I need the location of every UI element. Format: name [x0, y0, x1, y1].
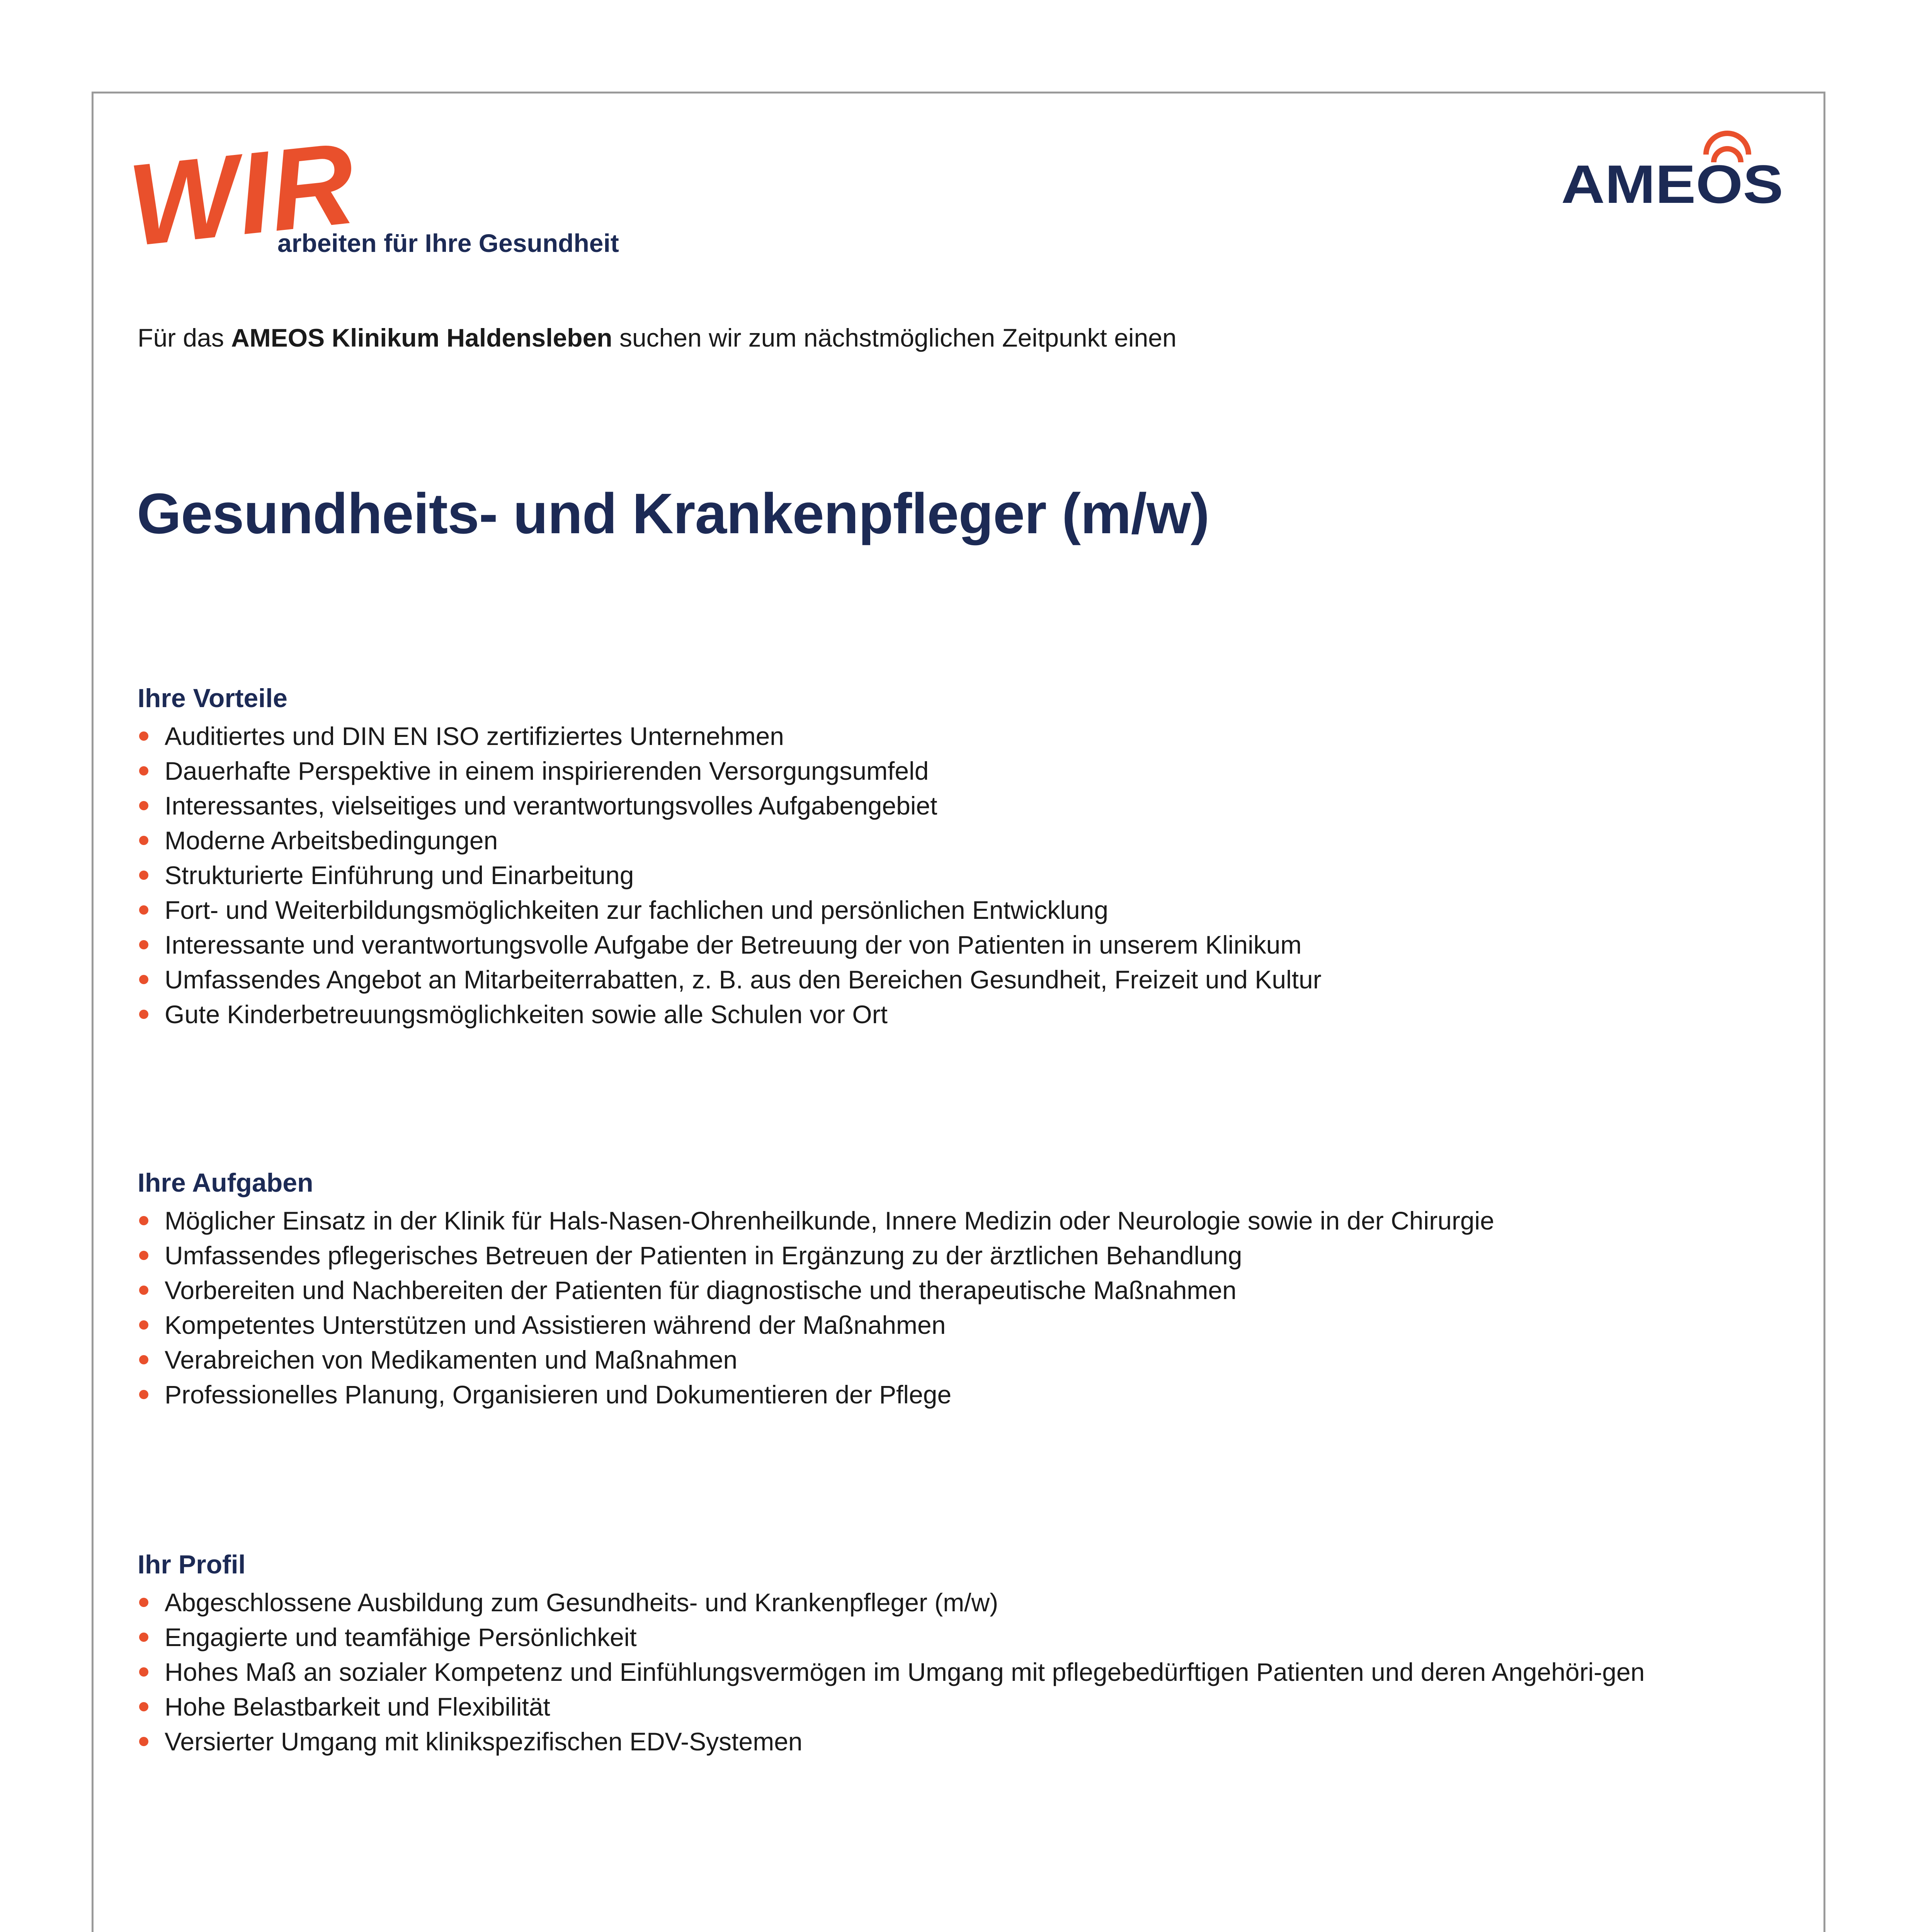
list-item-text: Verabreichen von Medikamenten und Maßnahmen	[165, 1345, 738, 1374]
section-heading: Ihre Aufgaben	[138, 1168, 313, 1197]
bullet-icon	[139, 801, 148, 810]
bullet-icon	[139, 1667, 148, 1677]
list-item	[138, 1203, 1780, 1238]
list-item-text: Umfassendes Angebot an Mitarbeiterrabatten, z. B. aus den Bereichen Gesundheit, Freizeit und Kultur	[165, 965, 1322, 994]
list-item-text: Moderne Arbeitsbedingungen	[165, 826, 498, 855]
list-item-text: Strukturierte Einführung und Einarbeitung	[165, 861, 634, 889]
list-item	[138, 719, 1780, 753]
bullet-icon	[139, 871, 148, 880]
list-item-text: Engagierte und teamfähige Persönlichkeit	[165, 1623, 637, 1651]
bullet-icon	[139, 1251, 148, 1260]
list-item-text: Vorbereiten und Nachbereiten der Patienten für diagnostische und therapeutische Maßnahmen	[165, 1276, 1237, 1304]
list-item-text: Hohe Belastbarkeit und Flexibilität	[165, 1692, 550, 1721]
aufgaben-list	[138, 1203, 1780, 1412]
bullet-icon	[139, 1010, 148, 1019]
list-item-text: Interessantes, vielseitiges und verantwortungsvolles Aufgabengebiet	[165, 791, 937, 820]
list-item	[138, 788, 1780, 823]
bullet-icon	[139, 975, 148, 984]
list-item	[138, 1620, 1780, 1655]
list-item	[138, 962, 1780, 997]
ameos-logo	[1561, 131, 1789, 213]
svg-text:WIR: WIR	[122, 117, 361, 270]
list-item	[138, 753, 1780, 788]
list-item-text: Abgeschlossene Ausbildung zum Gesundheits- und Krankenpfleger (m/w)	[165, 1588, 998, 1617]
list-item	[138, 1585, 1780, 1620]
list-item	[138, 1273, 1780, 1308]
list-item-text: Möglicher Einsatz in der Klinik für Hals-Nasen-Ohrenheilkunde, Innere Medizin oder Neurologie sowie in der Chirurgie	[165, 1206, 1494, 1235]
list-item	[138, 1342, 1780, 1377]
bullet-icon	[139, 1286, 148, 1295]
section-aufgaben	[138, 1168, 1780, 1412]
list-item	[138, 1689, 1780, 1724]
list-item-text: Versierter Umgang mit klinikspezifischen EDV-Systemen	[165, 1727, 803, 1756]
bullet-icon	[139, 766, 148, 776]
bullet-icon	[139, 940, 148, 949]
section-vorteile	[138, 683, 1780, 1032]
list-item	[138, 997, 1780, 1032]
bullet-icon	[139, 1702, 148, 1711]
bullet-icon	[139, 836, 148, 845]
bullet-icon	[139, 905, 148, 915]
list-item	[138, 1655, 1780, 1689]
list-item-text: Fort- und Weiterbildungsmöglichkeiten zur fachlichen und persönlichen Entwicklung	[165, 896, 1109, 924]
section-heading: Ihre Vorteile	[138, 684, 287, 713]
list-item	[138, 1377, 1780, 1412]
bullet-icon	[139, 1598, 148, 1607]
list-item	[138, 858, 1780, 893]
bullet-icon	[139, 1320, 148, 1330]
list-item-text: Interessante und verantwortungsvolle Aufgabe der Betreuung der von Patienten in unserem Klinikum	[165, 930, 1302, 959]
section-heading: Ihr Profil	[138, 1550, 246, 1579]
bullet-icon	[139, 731, 148, 741]
bullet-icon	[139, 1216, 148, 1225]
tagline: arbeiten für Ihre Gesundheit	[277, 229, 619, 257]
list-item	[138, 823, 1780, 858]
intro-line: Für das AMEOS Klinikum Haldensleben suchen wir zum nächstmöglichen Zeitpunkt einen	[138, 323, 1177, 352]
job-title: Gesundheits- und Krankenpfleger (m/w)	[137, 482, 1209, 546]
bullet-icon	[139, 1355, 148, 1364]
list-item-text: Umfassendes pflegerisches Betreuen der Patienten in Ergänzung zu der ärztlichen Behandlung	[165, 1241, 1242, 1270]
list-item	[138, 927, 1780, 962]
list-item-text: Auditiertes und DIN EN ISO zertifiziertes Unternehmen	[165, 722, 784, 750]
list-item-text: Professionelles Planung, Organisieren und Dokumentieren der Pflege	[165, 1380, 952, 1409]
list-item-text: Hohes Maß an sozialer Kompetenz und Einfühlungsvermögen im Umgang mit pflegebedürftigen Patienten und deren Angehöri-gen	[165, 1658, 1645, 1686]
bullet-icon	[139, 1737, 148, 1746]
list-item-text: Dauerhafte Perspektive in einem inspirierenden Versorgungsumfeld	[165, 757, 929, 785]
bullet-icon	[139, 1633, 148, 1642]
section-profil	[138, 1549, 1780, 1759]
list-item	[138, 1724, 1780, 1759]
vorteile-list	[138, 719, 1780, 1032]
list-item-text: Kompetentes Unterstützen und Assistieren während der Maßnahmen	[165, 1311, 946, 1339]
list-item	[138, 893, 1780, 927]
list-item	[138, 1308, 1780, 1342]
bullet-icon	[139, 1390, 148, 1399]
profil-list	[138, 1585, 1780, 1759]
list-item	[138, 1238, 1780, 1273]
svg-text:AMEOS: AMEOS	[1561, 154, 1783, 214]
list-item-text: Gute Kinderbetreuungsmöglichkeiten sowie alle Schulen vor Ort	[165, 1000, 888, 1029]
